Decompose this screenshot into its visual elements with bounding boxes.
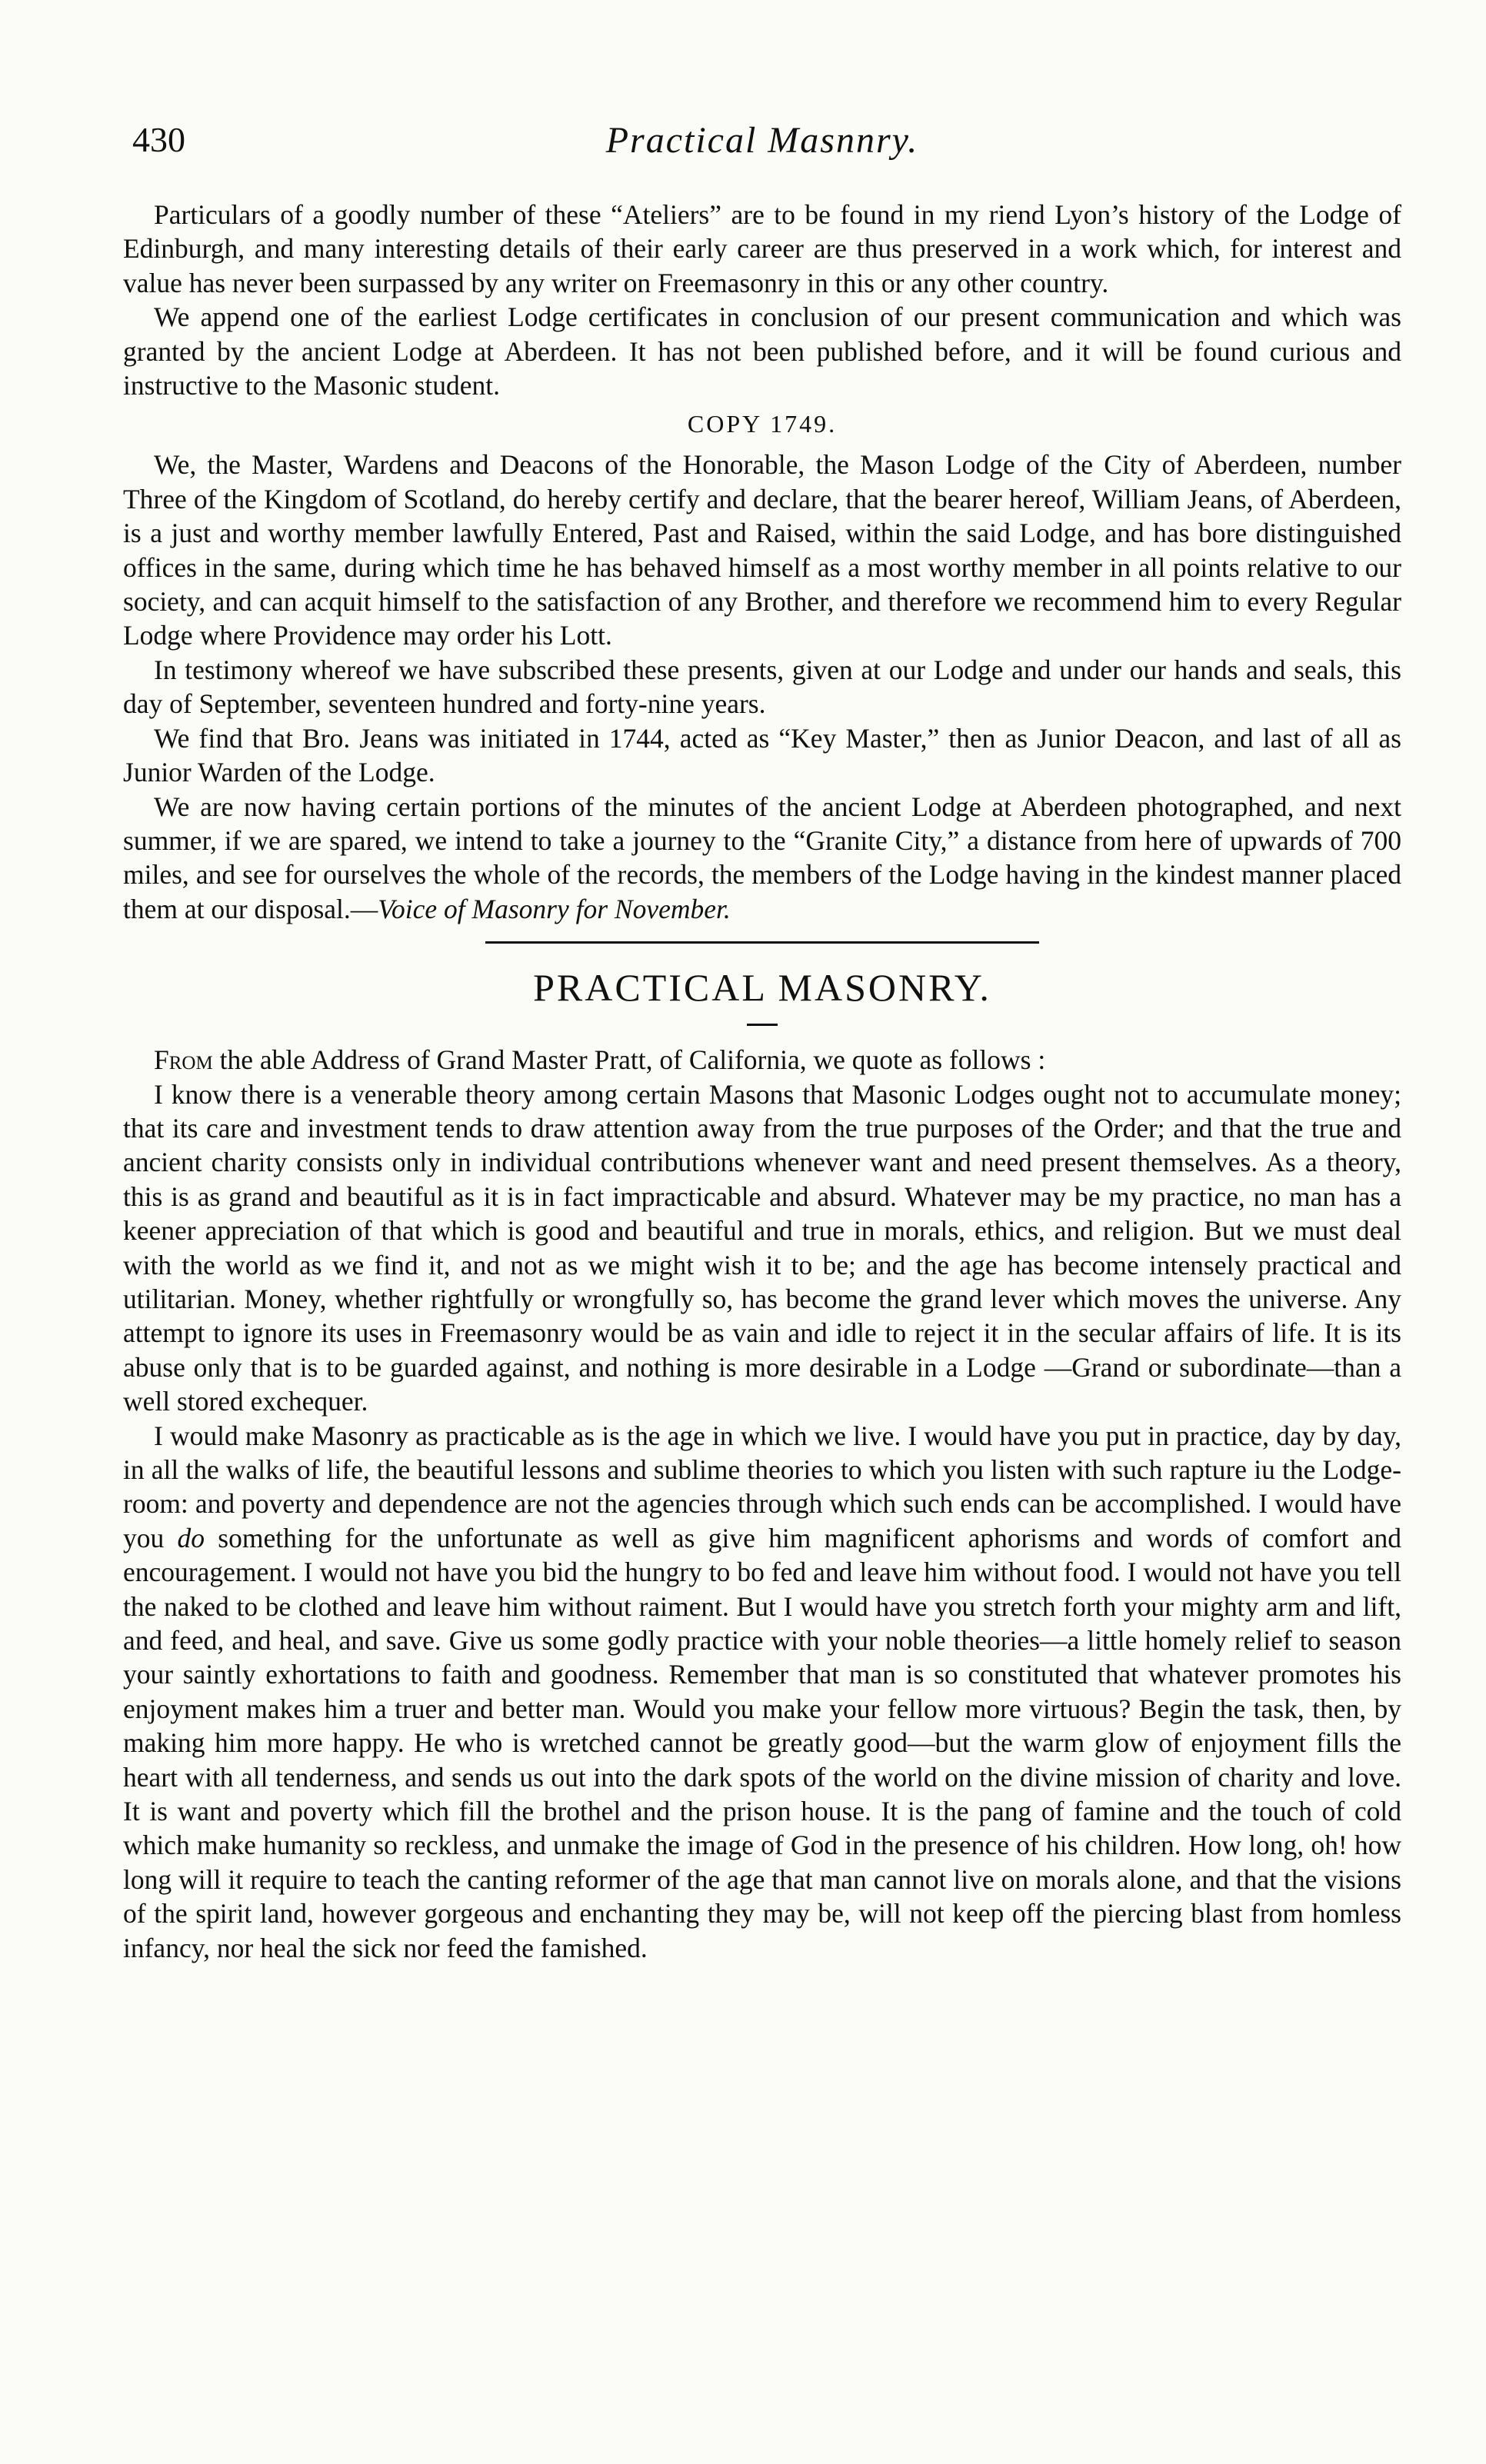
intro-paragraph-1: Particulars of a goodly number of these “Ateliers” are to be found in my riend Lyon’s history of the Lodge of Edinburgh, and many interesting details of their early career are thus preserved in a work which, for interest and value has never been surpassed by any writer on Freemasonry in this or any other country. <box>123 199 1401 298</box>
section-paragraph-3 <box>123 1419 1401 1966</box>
certificate-heading: COPY 1749. <box>687 410 838 438</box>
p3-text-a: I would make Masonry as practicable as is the age in which we live. I would have you put in practice, day by day, in all the walks of life, the beautiful lessons and sublime theories to which you listen with such rapture iu the Lodge-room: and poverty and dependence are not the agencies through which such ends can be accomplished. I would have you <box>123 1420 1401 1553</box>
closing-text: We are now having certain portions of the minutes of the ancient Lodge at Aberdeen photographed, and next summer, if we are spared, we intend to take a journey to the “Granite City,” a distance from here of upwards of 700 miles, and see for ourselves the whole of the records, the members of the Lodge having in the kindest manner placed them at our disposal.— <box>123 791 1401 924</box>
running-title: Practical Masnnry. <box>605 120 919 161</box>
certificate-paragraph-1: We, the Master, Wardens and Deacons of the Honorable, the Mason Lodge of the City of Aberdeen, number Three of the Kingdom of Scotland, do hereby certify and declare, that the bearer hereof, William Jeans, of Aberdeen, is a just and worthy member lawfully Entered, Past and Raised, within the said Lodge, and has bore distinguished offices in the same, during which time he has behaved himself as a most worthy member in all points relative to our society, and can acquit himself to the satisfaction of any Brother, and therefore we recommend him to every Regular Lodge where Providence may order his Lott. <box>123 449 1401 651</box>
page-header <box>123 119 1401 173</box>
section-paragraph-1 <box>123 1043 1401 1077</box>
section-divider <box>485 941 1039 944</box>
page-number: 430 <box>132 120 185 159</box>
section-paragraph-2: I know there is a venerable theory among certain Masons that Masonic Lodges ought not to accumulate money; that its care and investment tends to draw attention away from the true purposes of the Order; and that the true and ancient charity consists only in individual contributions whenever want and need present themselves. As a theory, this is as grand and beautiful as it is in fact impracticable and absurd. Whatever may be my practice, no man has a keener appreciation of that which is good and beautiful and true in morals, ethics, and religion. But we must deal with the world as we find it, and not as we might wish it to be; and the age has become intensely practical and utilitarian. Money, whether rightfully or wrongfully so, has become the grand lever which moves the universe. Any attempt to ignore its uses in Freemasonry would be as vain and idle to reject it in the secular affairs of life. It is its abuse only that is to be guarded against, and nothing is more desirable in a Lodge —Grand or subordinate—than a well stored exchequer. <box>123 1078 1401 1417</box>
certificate-paragraph-2: In testimony whereof we have subscribed these presents, given at our Lodge and under our hands and seals, this day of September, seventeen hundred and forty-nine years. <box>123 654 1401 720</box>
title-dash <box>747 1024 778 1026</box>
intro-paragraph-2: We append one of the earliest Lodge certificates in conclusion of our present communication and which was granted by the ancient Lodge at Aberdeen. It has not been published before, and it will be found curious and instructive to the Masonic student. <box>123 301 1401 401</box>
p3-text-b: something for the unfortunate as well as give him magnificent aphorisms and words of comfort and encouragement. I would not have you bid the hungry to bo fed and leave him without food. I would not have you tell the naked to be clothed and leave him without raiment. But I would have you stretch forth your mighty arm and lift, and feed, and heal, and save. Give us some godly practice with your noble theories—a little homely relief to season your saintly exhortations to faith and goodness. Remember that man is so constituted that whatever promotes his enjoyment makes him a truer and better man. Would you make your fellow more virtuous? Begin the task, then, by making him more happy. He who is wretched cannot be greatly good—but the warm glow of enjoyment fills the heart with all tenderness, and sends us out into the dark spots of the world on the divine mission of charity and love. It is want and poverty which fill the brothel and the prison house. It is the pang of famine and the touch of cold which make humanity so reckless, and unmake the image of God in the presence of his children. How long, oh! how long will it require to teach the canting reformer of the age that man cannot live on morals alone, and that the visions of the spirit land, however gorgeous and enchanting they may be, will not keep off the piercing blast from homless infancy, nor heal the sick nor feed the famished. <box>123 1522 1401 1963</box>
certificate-paragraph-3: We find that Bro. Jeans was initiated in 1744, acted as “Key Master,” then as Junior Deacon, and last of all as Junior Warden of the Lodge. <box>123 722 1401 788</box>
source-citation: Voice of Masonry for November. <box>378 893 731 924</box>
lead-in: From <box>154 1044 213 1076</box>
first-line-text: the able Address of Grand Master Pratt, of California, we quote as follows : <box>212 1044 1046 1076</box>
p3-emphasis-do: do <box>177 1522 205 1553</box>
section-title: PRACTICAL MASONRY. <box>533 966 991 1010</box>
closing-paragraph <box>123 790 1401 927</box>
